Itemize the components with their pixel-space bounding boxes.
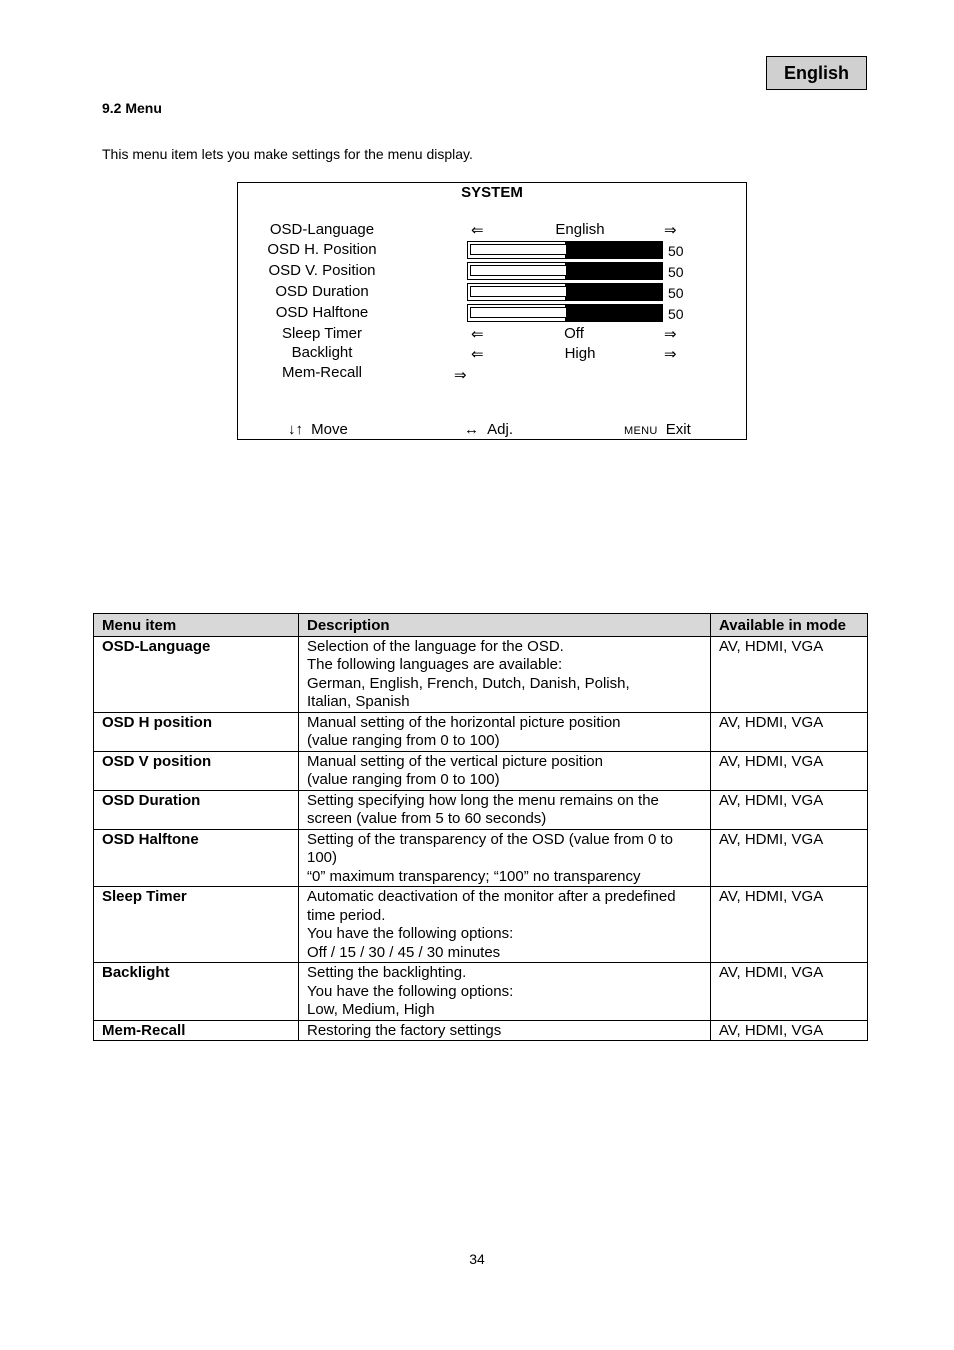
osd-label-language: OSD-Language [269, 221, 375, 238]
mode-cell: AV, HDMI, VGA [711, 1020, 868, 1041]
description-line: (value ranging from 0 to 100) [307, 771, 500, 788]
description-cell [299, 963, 711, 1021]
right-arrow-icon: ⇒ [664, 326, 677, 343]
mode-cell: AV, HDMI, VGA [711, 712, 868, 751]
description-line: German, English, French, Dutch, Danish, Polish, [307, 674, 630, 692]
osd-slider-halftone [467, 304, 663, 322]
description-cell [299, 829, 711, 887]
mode-cell: AV, HDMI, VGA [711, 963, 868, 1021]
menu-item-cell: OSD Duration [94, 790, 299, 829]
table-row [94, 790, 868, 829]
slider-fill [565, 305, 662, 321]
osd-slider-duration [467, 283, 663, 301]
slider-fill [565, 263, 662, 279]
left-arrow-icon: ⇐ [471, 326, 484, 343]
osd-title: SYSTEM [461, 184, 523, 201]
description-line: Low, Medium, High [307, 1001, 435, 1018]
table-row [94, 963, 868, 1021]
menu-items-table [93, 613, 868, 1041]
osd-slider-h-position [467, 241, 663, 259]
slider-fill [565, 284, 662, 300]
osd-label-backlight: Backlight [291, 344, 353, 361]
description-cell [299, 1020, 711, 1041]
left-arrow-icon: ⇐ [471, 346, 484, 363]
table-row [94, 887, 868, 963]
osd-label-mem-recall: Mem-Recall [281, 364, 362, 381]
table-row [94, 1020, 868, 1041]
osd-label-sleep-timer: Sleep Timer [281, 325, 363, 342]
intro-text: This menu item lets you make settings for the menu display. [102, 146, 473, 162]
right-arrow-icon: ⇒ [664, 346, 677, 363]
mode-cell: AV, HDMI, VGA [711, 751, 868, 790]
description-line: Selection of the language for the OSD. [307, 637, 564, 655]
description-line: Italian, Spanish [307, 693, 410, 710]
right-arrow-icon: ⇒ [664, 222, 677, 239]
description-line: Setting the backlighting. [307, 964, 467, 981]
menu-item-cell: Mem-Recall [94, 1020, 299, 1041]
mode-cell: AV, HDMI, VGA [711, 636, 868, 712]
description-line: Off / 15 / 30 / 45 / 30 minutes [307, 943, 501, 961]
exit-label: Exit [665, 421, 691, 438]
mode-cell: AV, HDMI, VGA [711, 790, 868, 829]
osd-value-sleep-timer: Off [564, 325, 584, 342]
description-line: Manual setting of the vertical picture position [307, 752, 603, 770]
osd-value-backlight: High [564, 345, 596, 362]
description-cell [299, 751, 711, 790]
description-line: Manual setting of the horizontal picture position [307, 713, 621, 731]
table-row [94, 712, 868, 751]
osd-label-halftone: OSD Halftone [275, 304, 369, 321]
osd-value-v-position: 50 [668, 264, 684, 280]
description-line: Setting of the transparency of the OSD (value from 0 to [307, 830, 674, 848]
osd-value-duration: 50 [668, 285, 684, 301]
mode-cell: AV, HDMI, VGA [711, 829, 868, 887]
language-tab: English [766, 56, 867, 90]
table-row [94, 829, 868, 887]
slider-fill [565, 242, 662, 258]
section-heading: 9.2 Menu [102, 100, 162, 116]
column-header-menu-item: Menu item [94, 614, 299, 637]
page-number: 34 [469, 1251, 485, 1267]
menu-key: MENU [624, 425, 658, 437]
osd-label-v-position: OSD V. Position [268, 262, 376, 279]
description-cell [299, 712, 711, 751]
column-header-description: Description [299, 614, 711, 637]
left-right-arrow-icon: ↔ [464, 421, 479, 438]
description-line: Automatic deactivation of the monitor after a predefined [307, 888, 676, 905]
move-label: Move [311, 421, 348, 438]
mode-cell: AV, HDMI, VGA [711, 887, 868, 963]
osd-value-h-position: 50 [668, 243, 684, 259]
osd-menu-illustration [237, 182, 747, 440]
menu-item-cell: Sleep Timer [94, 887, 299, 963]
description-line: (value ranging from 0 to 100) [307, 732, 500, 749]
up-down-arrow-icon: ↓↑ [288, 421, 303, 438]
description-line: You have the following options: [307, 925, 514, 942]
menu-item-cell: Backlight [94, 963, 299, 1021]
description-line: Setting specifying how long the menu remains on the [307, 791, 659, 809]
description-cell [299, 790, 711, 829]
column-header-mode: Available in mode [711, 614, 868, 637]
table-row [94, 636, 868, 712]
description-line: Restoring the factory settings [307, 1021, 502, 1039]
description-line: The following languages are available: [307, 656, 563, 673]
left-arrow-icon: ⇐ [471, 222, 484, 239]
description-line: You have the following options: [307, 982, 514, 1000]
osd-label-duration: OSD Duration [275, 283, 369, 300]
table-header-row [94, 614, 868, 637]
osd-slider-v-position [467, 262, 663, 280]
osd-footer-move [288, 421, 348, 438]
osd-label-h-position: OSD H. Position [267, 241, 377, 258]
menu-item-cell: OSD H position [94, 712, 299, 751]
osd-footer-adjust [464, 421, 513, 438]
osd-value-language: English [555, 221, 605, 238]
description-line: screen (value from 5 to 60 seconds) [307, 810, 547, 827]
description-line: time period. [307, 906, 386, 924]
menu-item-cell: OSD V position [94, 751, 299, 790]
right-arrow-icon: ⇒ [454, 367, 467, 384]
menu-item-cell: OSD-Language [94, 636, 299, 712]
description-line: “0” maximum transparency; “100” no transparency [307, 867, 641, 885]
description-line: 100) [307, 849, 338, 866]
adjust-label: Adj. [487, 421, 514, 438]
osd-footer-exit [624, 421, 691, 438]
description-cell [299, 887, 711, 963]
osd-value-halftone: 50 [668, 306, 684, 322]
description-cell [299, 636, 711, 712]
table-row [94, 751, 868, 790]
menu-item-cell: OSD Halftone [94, 829, 299, 887]
